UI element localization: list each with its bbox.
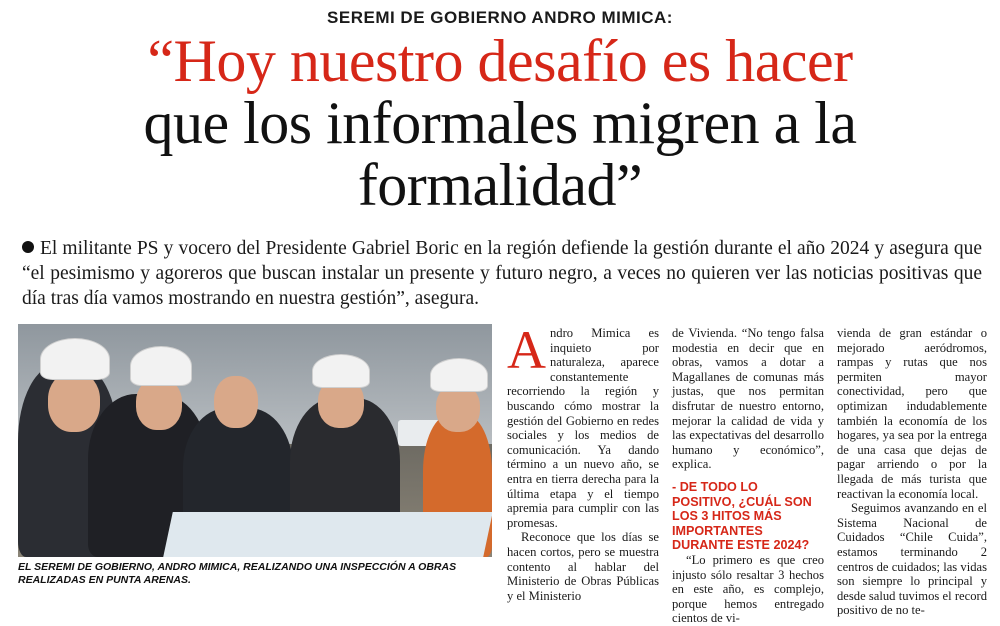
paragraph: vienda de gran estándar o mejorado aeródromos, rampas y rutas que nos permiten mayor conectividad, pero que optimizan indudablemente también la economía de los hogares, ya sea por la entrega de una casa que dejas de pagar arriendo o por la llegada de más turista que reactivan la economía local. (837, 326, 987, 501)
helmet-icon (130, 346, 192, 386)
dropcap: A (507, 320, 546, 380)
headline-line-3: formalidad” (357, 152, 643, 218)
article-column-2 (672, 326, 824, 626)
paragraph: ndro Mimica es inquieto por naturaleza, aparece constantemente recorriendo la región y buscando cómo mostrar la gestión del Gobierno en redes sociales y los medios de comunicación. Ya dando término a un nuevo año, se entra en tierra derecha para la última etapa y el tiempo apremia para cumplir con las promesas. (507, 326, 659, 530)
article-column-3 (837, 326, 987, 618)
headline (0, 30, 1000, 216)
news-photo (18, 324, 492, 557)
helmet-icon (430, 358, 488, 392)
deck-paragraph (22, 236, 982, 311)
paragraph: de Vivienda. “No tengo falsa modestia en decir que en obras, vamos a dotar a Magallanes de comunas más justas, que nos permitan disfrutar de nuestro entorno, mejorar la calidad de vida y las expectativas del desarrollo humano y económico”, explica. (672, 326, 824, 472)
paragraph: “Lo primero es que creo injusto sólo resaltar 3 hechos en este año, es complejo, porque hemos entregado cientos de vi- (672, 552, 824, 626)
photo-face (48, 372, 100, 432)
kicker: SEREMI DE GOBIERNO ANDRO MIMICA: (327, 8, 673, 27)
paragraph: Reconoce que los días se hacen cortos, pero se muestra contento al hablar del Ministerio de Obras Públicas y el Ministerio (507, 530, 659, 603)
article-column-1 (507, 320, 659, 603)
bullet-icon (22, 241, 34, 253)
headline-line-2: que los informales migren a la (143, 90, 857, 156)
helmet-icon (312, 354, 370, 388)
headline-line-1: “Hoy nuestro desafío es hacer (147, 28, 853, 94)
interview-question: - DE TODO LO POSITIVO, ¿CUÁL SON LOS 3 HITOS MÁS IMPORTANTES DURANTE ESTE 2024? (672, 479, 812, 553)
photo-face (214, 376, 258, 428)
helmet-icon (40, 338, 110, 380)
paragraph: Seguimos avanzando en el Sistema Nacional de Cuidados “Chile Cuida”, estamos terminando 2 centros de cuidados; las vidas son siempre lo principal y desde salud tuvimos el record positivo de no te- (837, 501, 987, 618)
photo-blueprint (163, 512, 492, 557)
photo-caption: EL SEREMI DE GOBIERNO, ANDRO MIMICA, REALIZANDO UNA INSPECCIÓN A OBRAS REALIZADAS EN PUNTA ARENAS. (18, 561, 457, 586)
deck-text: El militante PS y vocero del Presidente Gabriel Boric en la región defiende la gestión durante el año 2024 y asegura que “el pesimismo y agoreros que buscan instalar un presente y futuro negro, a veces no quieren ver las noticias positivas que día tras día vamos mostrando en nuestra gestión”, asegura. (22, 238, 982, 309)
